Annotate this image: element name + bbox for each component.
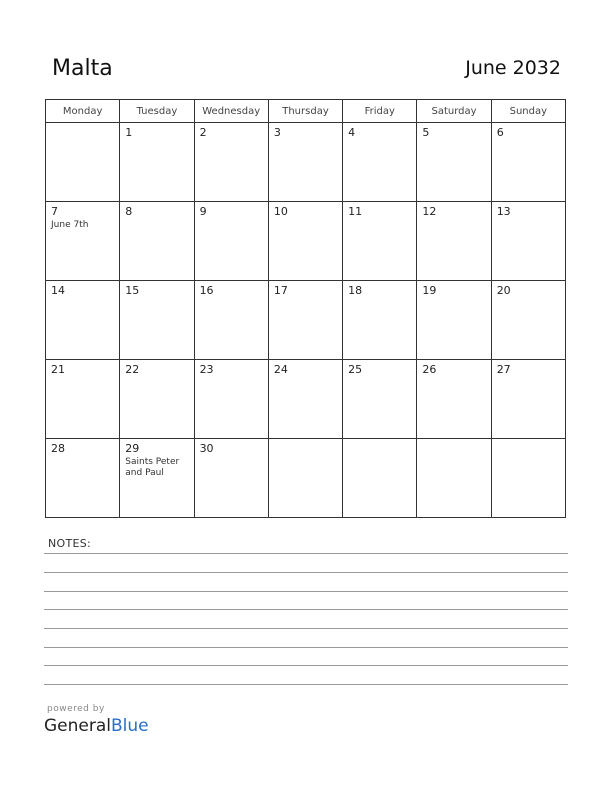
day-cell[interactable] [491, 360, 565, 439]
day-number: 12 [422, 205, 437, 218]
day-number: 9 [199, 205, 207, 218]
notes-line [44, 553, 568, 554]
notes-label: NOTES: [48, 537, 92, 550]
day-number: 18 [348, 284, 363, 297]
day-cell[interactable] [417, 281, 491, 360]
day-number: 7 [51, 205, 58, 218]
day-number: 4 [348, 126, 356, 139]
day-number: 30 [199, 442, 214, 455]
day-number: 23 [199, 363, 214, 376]
day-number: 1 [125, 126, 133, 139]
day-cell[interactable] [120, 439, 194, 518]
day-cell[interactable] [417, 360, 491, 439]
day-cell[interactable] [491, 439, 565, 518]
week-row [46, 439, 566, 518]
brand-blue: Blue [111, 716, 149, 736]
powered-by-text: powered by [47, 704, 105, 714]
day-cell[interactable] [194, 281, 268, 360]
day-cell[interactable] [343, 202, 417, 281]
day-cell[interactable] [491, 281, 565, 360]
day-cell[interactable] [417, 439, 491, 518]
day-number: 13 [496, 205, 511, 218]
day-number: 2 [199, 126, 207, 139]
day-number: 28 [51, 442, 65, 455]
day-cell[interactable] [268, 360, 342, 439]
notes-line [44, 665, 568, 666]
day-number: 15 [125, 284, 140, 297]
day-cell[interactable] [417, 202, 491, 281]
day-cell[interactable] [343, 281, 417, 360]
weekday-sunday: Sunday [491, 100, 565, 123]
day-cell[interactable] [194, 123, 268, 202]
day-number: 14 [51, 284, 65, 297]
day-cell[interactable] [46, 281, 120, 360]
day-cell[interactable] [491, 202, 565, 281]
notes-line [44, 647, 568, 648]
month-title: June 2032 [465, 57, 561, 79]
day-cell[interactable] [268, 123, 342, 202]
day-number: 24 [273, 363, 288, 376]
day-cell[interactable] [268, 439, 342, 518]
day-cell[interactable] [268, 281, 342, 360]
week-row [46, 202, 566, 281]
notes-line [44, 628, 568, 629]
day-cell[interactable] [417, 123, 491, 202]
day-number: 8 [125, 205, 133, 218]
day-number: 26 [422, 363, 437, 376]
day-cell[interactable] [46, 123, 120, 202]
day-number: 10 [273, 205, 288, 218]
day-cell[interactable] [194, 360, 268, 439]
day-cell[interactable] [343, 123, 417, 202]
day-cell[interactable] [194, 202, 268, 281]
day-number: 21 [51, 363, 65, 376]
day-number: 22 [125, 363, 140, 376]
weekday-friday: Friday [343, 100, 417, 123]
day-cell[interactable] [46, 202, 120, 281]
calendar-grid [45, 99, 566, 518]
week-row [46, 123, 566, 202]
weekday-thursday: Thursday [268, 100, 342, 123]
day-cell[interactable] [343, 439, 417, 518]
notes-line [44, 572, 568, 573]
week-row [46, 281, 566, 360]
week-row [46, 360, 566, 439]
notes-line [44, 609, 568, 610]
brand-logo[interactable] [44, 716, 149, 736]
day-cell[interactable] [491, 123, 565, 202]
day-number: 5 [422, 126, 430, 139]
day-number: 25 [348, 363, 363, 376]
day-number: 17 [273, 284, 288, 297]
holiday-label: June 7th [51, 220, 89, 230]
weekday-tuesday: Tuesday [120, 100, 194, 123]
day-cell[interactable] [46, 439, 120, 518]
day-number: 11 [348, 205, 363, 218]
day-cell[interactable] [120, 123, 194, 202]
day-cell[interactable] [46, 360, 120, 439]
notes-line [44, 591, 568, 592]
weekday-header-row [46, 100, 566, 123]
day-cell[interactable] [120, 360, 194, 439]
day-cell[interactable] [268, 202, 342, 281]
day-cell[interactable] [343, 360, 417, 439]
weekday-wednesday: Wednesday [194, 100, 268, 123]
day-number: 6 [496, 126, 504, 139]
day-number: 3 [273, 126, 281, 139]
day-cell[interactable] [120, 202, 194, 281]
notes-line [44, 684, 568, 685]
day-number: 19 [422, 284, 437, 297]
country-title: Malta [52, 56, 113, 81]
day-number: 20 [496, 284, 511, 297]
day-number: 29 [125, 442, 140, 455]
day-number: 16 [199, 284, 214, 297]
weekday-saturday: Saturday [417, 100, 491, 123]
weekday-monday: Monday [46, 100, 120, 123]
holiday-label: Saints Peter and Paul [125, 457, 180, 478]
day-number: 27 [496, 363, 511, 376]
day-cell[interactable] [120, 281, 194, 360]
day-cell[interactable] [194, 439, 268, 518]
brand-general: General [44, 716, 111, 736]
